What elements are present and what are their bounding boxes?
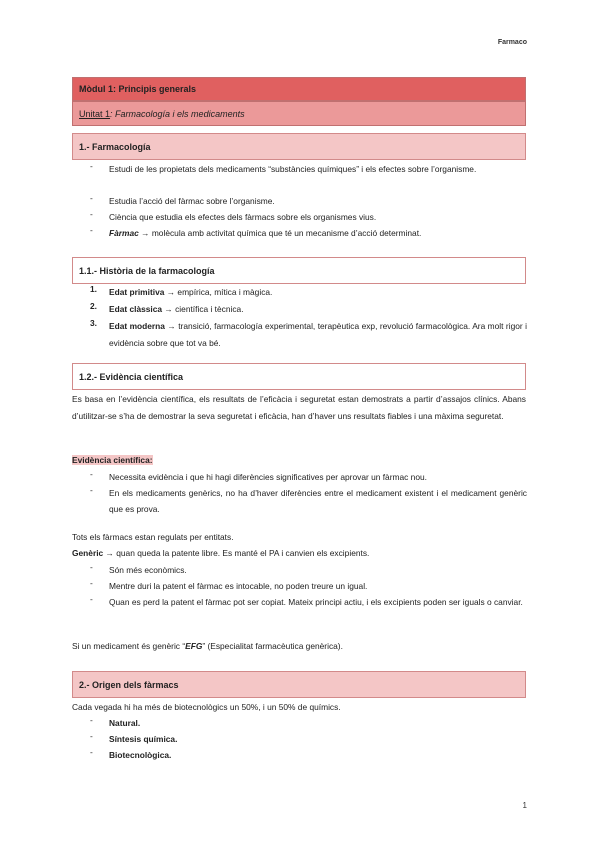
list-item-text: Biotecnològica.	[109, 750, 172, 760]
list-number: 3.	[90, 318, 97, 328]
list-item-text: Ciència que estudia els efectes dels fàrmacs sobre els organismes vius.	[109, 212, 377, 222]
term: Genèric	[72, 548, 104, 558]
section-heading-evidencia	[72, 363, 526, 390]
list-item-text	[109, 225, 527, 241]
list-item-text: Necessita evidència i que hi hagi diferències significatives per aprovar un fàrmac nou.	[109, 472, 427, 482]
bullet-dash: -	[90, 594, 93, 604]
term-definition: empírica, mítica i màgica.	[175, 287, 273, 297]
bullet-dash: -	[90, 209, 93, 219]
list-item-text: Quan es perd la patent el fàrmac pot ser copiat. Mateix principi actiu, i els excipients poden ser iguals o canviar.	[109, 597, 523, 607]
list-item-text: Estudi de les propietats dels medicaments “substàncies químiques” i els efectes sobre l’organisme.	[109, 164, 477, 174]
term-definition: molècula amb activitat química que té un mecanisme d’acció determinat.	[149, 228, 422, 238]
document-header-label: Farmaco	[497, 39, 527, 46]
term: EFG	[185, 641, 203, 651]
arrow-icon: →	[141, 228, 150, 238]
section-title: 1.- Farmacología	[79, 142, 151, 152]
list-item-text	[109, 301, 527, 318]
paragraph: Cada vegada hi ha més de biotecnològics un 50%, i un 50% de químics.	[72, 702, 341, 712]
list-item-text: Natural.	[109, 718, 141, 728]
term: Edat clàssica	[109, 304, 163, 314]
list-item-text: Síntesis química.	[109, 734, 178, 744]
bullet-dash: -	[90, 485, 93, 495]
highlighted-label: Evidència científica	[72, 455, 150, 465]
term-definition: transició, farmacología experimental, terapèutica exp, revolució farmacològica. Ara molt rigor i evidència sobre que tot va bé.	[109, 321, 527, 348]
bullet-dash: -	[90, 562, 93, 572]
arrow-icon: →	[164, 304, 173, 314]
section-title: 2.- Origen dels fàrmacs	[79, 680, 179, 690]
section-heading-farmacologia	[72, 133, 526, 160]
list-item-text	[109, 284, 527, 301]
term: Fàrmac	[109, 228, 139, 238]
unit-prefix: Unitat 1	[79, 109, 111, 119]
label-colon: :	[149, 455, 153, 465]
list-number: 2.	[90, 301, 97, 311]
efg-paragraph	[72, 638, 526, 655]
section-heading-historia	[72, 257, 526, 284]
term: Edat moderna	[109, 321, 165, 331]
list-number: 1.	[90, 284, 97, 294]
term-definition: quan queda la patente libre. Es manté el PA i canvien els excipients.	[113, 548, 370, 558]
text-segment: ” (Especialitat farmacèutica genèrica).	[202, 641, 343, 651]
paragraph: Tots els fàrmacs estan regulats per entitats.	[72, 532, 234, 542]
paragraph: Es basa en l’evidència científica, els resultats de l’eficàcia i seguretat estan demostrats a partir d’assajos clínics. Abans d’utilitzar-se s’ha de demostrar la seva seguretat i eficàcia, han d’haver uns resultats fiables i una màxima seguretat.	[72, 394, 526, 421]
list-item-text: En els medicaments genèrics, no ha d’haver diferències entre el medicament existent i el medicament genèric que es prova.	[109, 488, 527, 514]
bullet-dash: -	[90, 731, 93, 741]
bullet-dash: -	[90, 161, 93, 171]
term-definition: científica i tècnica.	[172, 304, 244, 314]
bullet-dash: -	[90, 225, 93, 235]
text-segment: Si un medicament és genèric “	[72, 641, 186, 651]
bullet-dash: -	[90, 193, 93, 203]
unit-title-bar	[72, 101, 526, 126]
module-title: Mòdul 1: Principis generals	[79, 84, 197, 94]
module-title-bar	[72, 77, 526, 101]
bullet-dash: -	[90, 578, 93, 588]
list-item-text: Són més econòmics.	[109, 565, 187, 575]
page-number: 1	[522, 801, 527, 810]
arrow-icon: →	[105, 548, 114, 558]
evidence-label	[72, 452, 526, 469]
arrow-icon: →	[167, 321, 176, 331]
unit-title: : Farmacología i els medicaments	[110, 109, 245, 119]
list-item-text: Estudia l’acció del fàrmac sobre l’organisme.	[109, 196, 275, 206]
bullet-dash: -	[90, 747, 93, 757]
bullet-dash: -	[90, 469, 93, 479]
list-item-text: Mentre duri la patent el fàrmac es intocable, no poden treure un igual.	[109, 581, 368, 591]
term: Edat primitiva	[109, 287, 165, 297]
list-item-text	[109, 318, 527, 352]
generic-definition	[72, 545, 526, 562]
arrow-icon: →	[166, 287, 176, 297]
bullet-dash: -	[90, 715, 93, 725]
section-heading-origen	[72, 671, 526, 698]
section-title: 1.2.- Evidència científica	[79, 372, 184, 382]
section-title: 1.1.- Història de la farmacología	[79, 266, 215, 276]
